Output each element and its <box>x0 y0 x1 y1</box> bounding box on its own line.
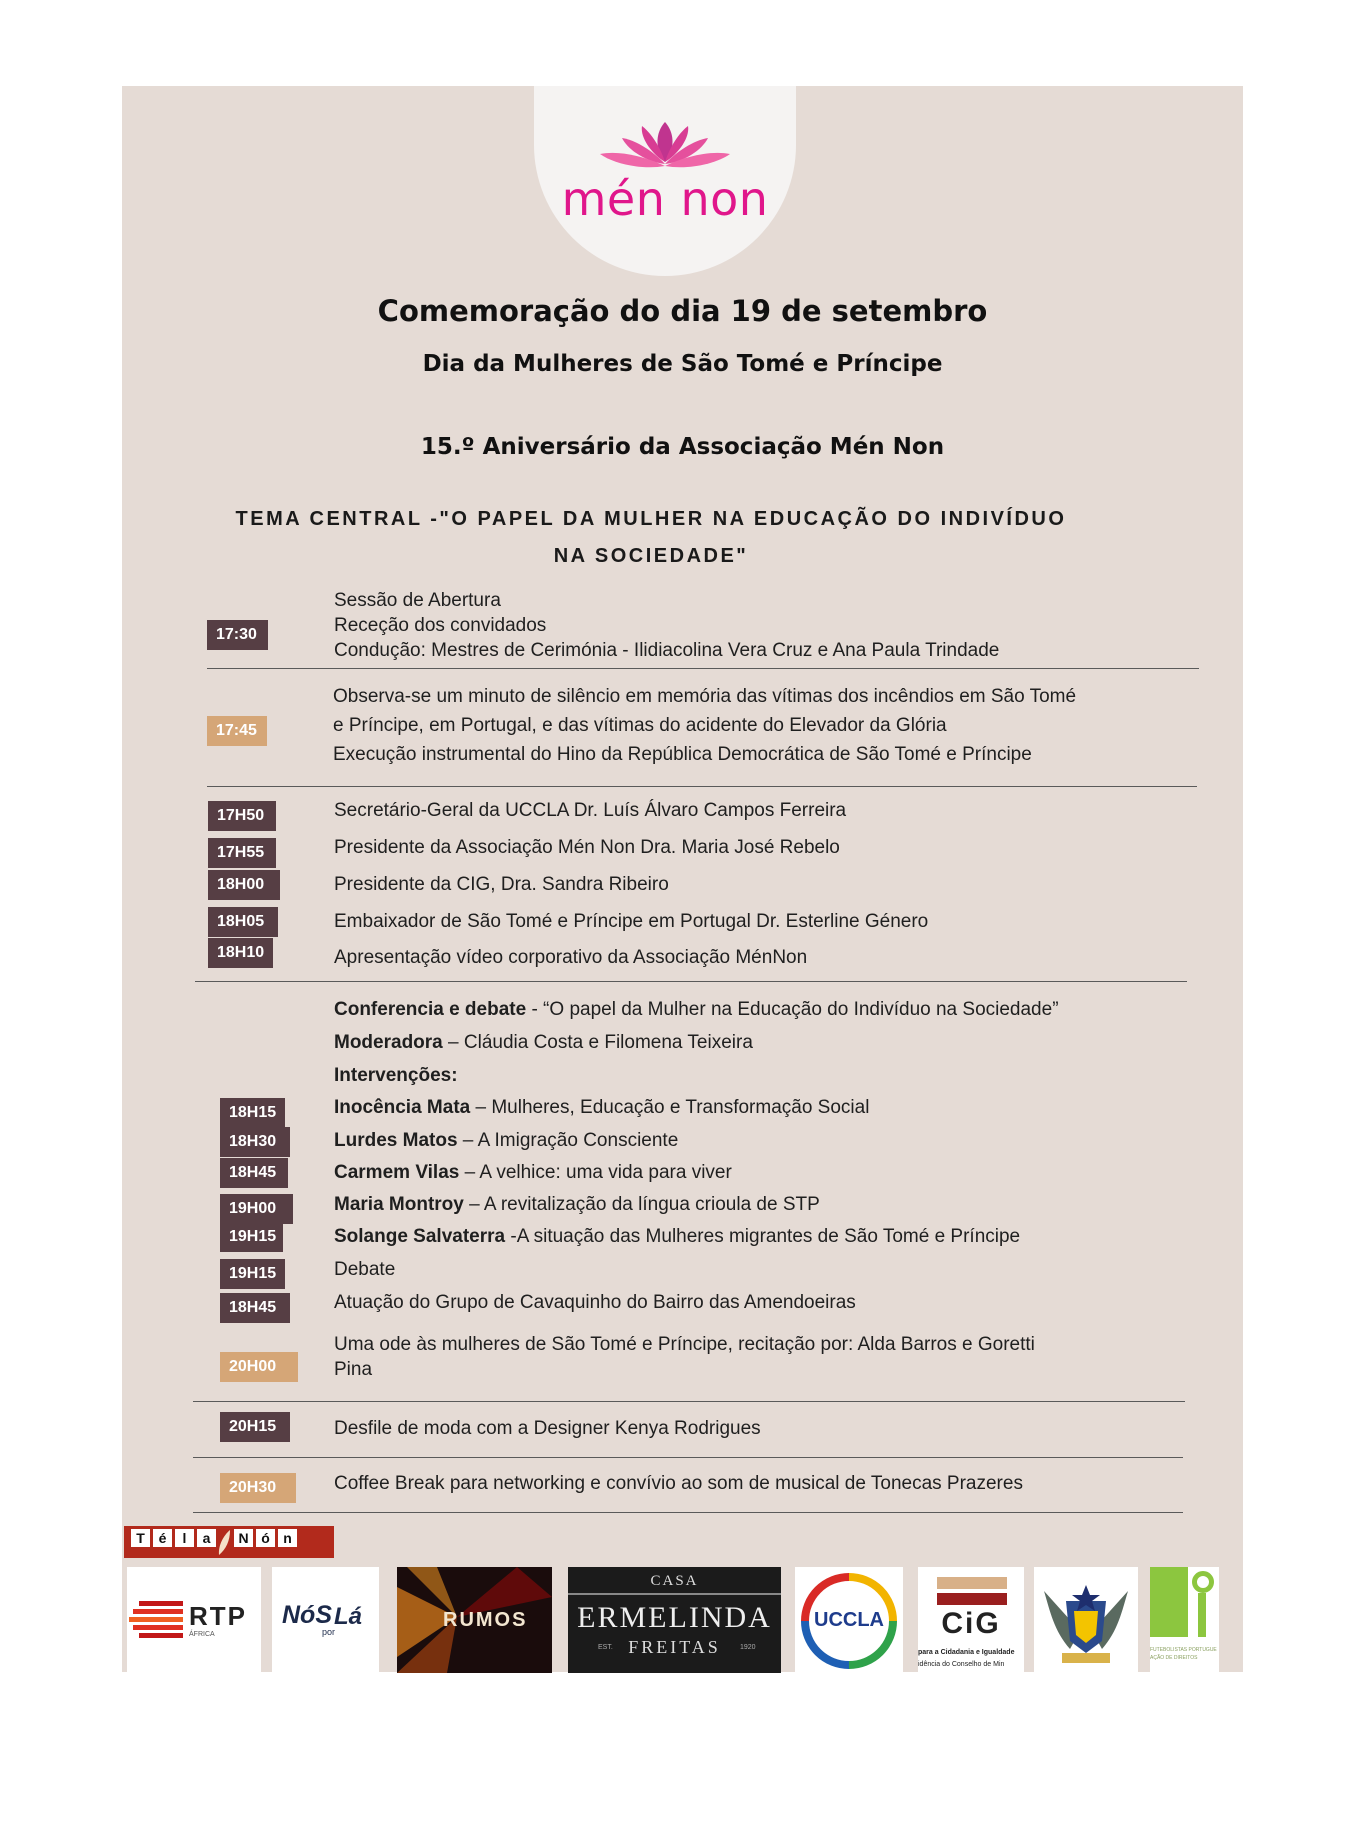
ermelinda-logo <box>568 1567 781 1673</box>
footballers-subtext: AÇÃO DE DIREITOS <box>1150 1655 1198 1661</box>
telanon-letter: T <box>131 1529 150 1547</box>
telanon-letter: N <box>234 1529 253 1547</box>
theme-line-2: NA SOCIEDADE" <box>553 545 749 567</box>
cig-subtext: idência do Conselho de Min <box>918 1661 1005 1668</box>
divider <box>207 668 1199 669</box>
freitas-text: FREITAS <box>628 1637 721 1657</box>
schedule-text: e Príncipe, em Portugal, e das vítimas do acidente do Elevador da Glória <box>333 715 947 736</box>
anniversary-heading: 15.º Aniversário da Associação Mén Non <box>420 434 945 460</box>
schedule-text: Coffee Break para networking e convívio ao som de musical de Tonecas Prazeres <box>334 1473 1023 1494</box>
talk-line: Solange Salvaterra -A situação das Mulheres migrantes de São Tomé e Príncipe <box>334 1226 1021 1247</box>
schedule-text: Uma ode às mulheres de São Tomé e Príncipe, recitação por: Alda Barros e Goretti <box>334 1334 1035 1355</box>
schedule-text: Receção dos convidados <box>334 615 547 636</box>
coat-of-arms-icon <box>1036 1571 1136 1669</box>
time-badge: 20H00 <box>220 1352 298 1382</box>
rtp-logo <box>127 1567 261 1673</box>
rtp-stripes-icon <box>129 1597 185 1645</box>
telanon-letter: é <box>153 1529 172 1547</box>
nosla-logo <box>272 1567 379 1673</box>
time-badge: 17:30 <box>207 620 268 650</box>
schedule-text: Execução instrumental do Hino da República Democrática de São Tomé e Príncipe <box>333 744 1032 765</box>
page-title: Comemoração do dia 19 de setembro <box>377 294 988 328</box>
rumos-logo <box>397 1567 552 1673</box>
time-badge: 19H15 <box>220 1222 283 1252</box>
time-badge: 18H10 <box>208 938 273 968</box>
est-text: EST. <box>598 1644 613 1651</box>
conference-line: Conferencia e debate - “O papel da Mulher na Educação do Indivíduo na Sociedade” <box>334 999 1059 1020</box>
coat-of-arms-logo <box>1034 1567 1138 1673</box>
moderator-line: Moderadora – Cláudia Costa e Filomena Teixeira <box>334 1032 753 1053</box>
time-badge: 19H15 <box>220 1259 285 1289</box>
nosla-por: por <box>322 1627 336 1637</box>
time-badge: 17H50 <box>208 801 276 831</box>
time-badge: 18H15 <box>220 1098 285 1128</box>
divider <box>568 1593 781 1595</box>
cig-text: CiG <box>941 1607 1001 1640</box>
cig-bar <box>937 1593 1007 1605</box>
divider <box>193 1457 1183 1458</box>
schedule-text: Condução: Mestres de Cerimónia - Ilidiacolina Vera Cruz e Ana Paula Trindade <box>334 640 1000 661</box>
telanon-letter: ó <box>256 1529 275 1547</box>
talk-line: Carmem Vilas – A velhice: uma vida para viver <box>334 1162 732 1183</box>
talk-line: Inocência Mata – Mulheres, Educação e Transformação Social <box>334 1097 870 1118</box>
lotus-icon <box>590 116 740 180</box>
telanon-letter: a <box>197 1529 216 1547</box>
rtp-text: RTP <box>189 1601 247 1631</box>
year-text: 1920 <box>740 1644 756 1651</box>
casa-text: CASA <box>650 1573 699 1589</box>
footballers-subtext: FUTEBOLISTAS PORTUGUE <box>1150 1647 1217 1653</box>
schedule-text: Apresentação vídeo corporativo da Associação MénNon <box>334 947 808 968</box>
schedule-text: Desfile de moda com a Designer Kenya Rodrigues <box>334 1418 761 1439</box>
time-badge: 18H45 <box>220 1293 290 1323</box>
cig-bar <box>937 1577 1007 1589</box>
nosla-text-2: Lá <box>334 1603 363 1630</box>
telanon-leaf-icon <box>216 1527 232 1557</box>
telanon-letter: l <box>175 1529 194 1547</box>
schedule-text: Pina <box>334 1359 373 1380</box>
rumos-text: RUMOS <box>443 1609 528 1631</box>
logo-text: mén non <box>561 172 769 226</box>
divider <box>195 981 1187 982</box>
ermelinda-text: ERMELINDA <box>577 1601 772 1634</box>
schedule-text: Embaixador de São Tomé e Príncipe em Portugal Dr. Esterline Género <box>334 911 929 932</box>
cig-subtext: para a Cidadania e Igualdade <box>918 1649 1015 1656</box>
schedule-text: Presidente da Associação Mén Non Dra. Maria José Rebelo <box>334 837 840 858</box>
time-badge: 17H55 <box>208 838 276 868</box>
schedule-text: Atuação do Grupo de Cavaquinho do Bairro das Amendoeiras <box>334 1292 856 1313</box>
footballers-union-logo <box>1150 1567 1219 1673</box>
time-badge: 19H00 <box>220 1194 293 1224</box>
divider <box>193 1512 1183 1513</box>
time-badge: 20H30 <box>220 1473 296 1503</box>
schedule-text: Sessão de Abertura <box>334 590 501 611</box>
page-subtitle: Dia da Mulheres de São Tomé e Príncipe <box>422 351 943 377</box>
time-badge: 20H15 <box>220 1412 290 1442</box>
schedule-text: Presidente da CIG, Dra. Sandra Ribeiro <box>334 874 669 895</box>
talk-line: Lurdes Matos – A Imigração Consciente <box>334 1130 679 1151</box>
telanon-letter: n <box>278 1529 297 1547</box>
time-badge: 18H00 <box>208 870 280 900</box>
time-badge: 17:45 <box>207 716 267 746</box>
divider <box>207 786 1197 787</box>
logo-block <box>1198 1593 1206 1637</box>
uccla-text: UCCLA <box>814 1609 884 1631</box>
schedule-text: Debate <box>334 1259 396 1280</box>
divider <box>193 1401 1185 1402</box>
uccla-logo <box>795 1567 903 1673</box>
logo-ring <box>1192 1571 1214 1593</box>
rtp-subtext: ÁFRICA <box>189 1631 215 1638</box>
schedule-text: Observa-se um minuto de silêncio em memória das vítimas dos incêndios em São Tomé <box>333 686 1077 707</box>
nosla-text: NóS <box>282 1601 332 1629</box>
theme-line-1: TEMA CENTRAL -"O PAPEL DA MULHER NA EDUCAÇÃO DO INDIVÍDUO <box>235 508 1067 530</box>
cig-logo <box>918 1567 1024 1673</box>
talk-line: Maria Montroy – A revitalização da língua crioula de STP <box>334 1194 820 1215</box>
time-badge: 18H30 <box>220 1127 290 1157</box>
time-badge: 18H45 <box>220 1158 288 1188</box>
logo-block <box>1150 1567 1188 1637</box>
schedule-text: Secretário-Geral da UCCLA Dr. Luís Álvaro Campos Ferreira <box>334 800 847 821</box>
interventions-heading: Intervenções: <box>334 1065 458 1086</box>
time-badge: 18H05 <box>208 907 278 937</box>
